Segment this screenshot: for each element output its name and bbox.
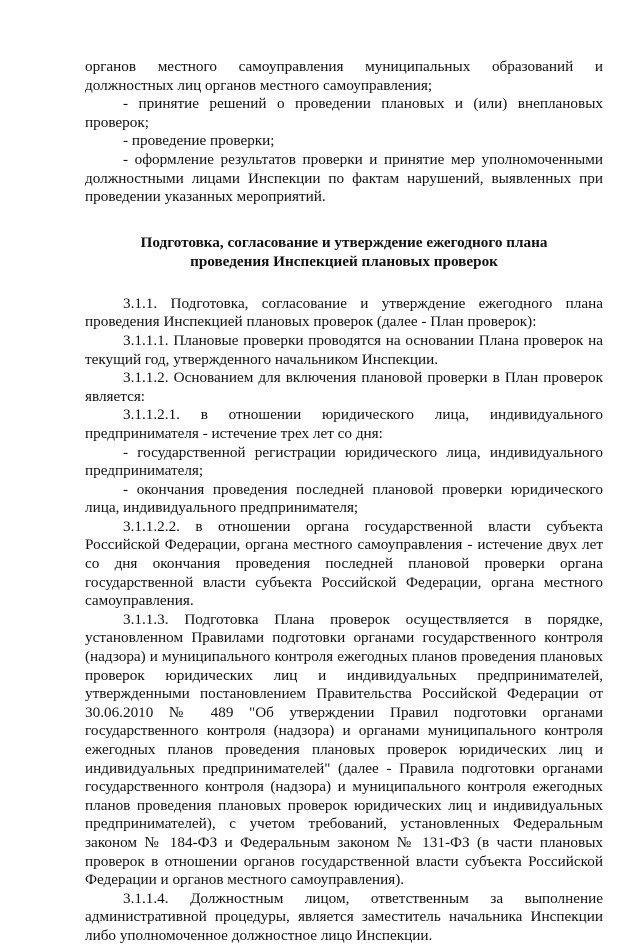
intro-paragraph: - проведение проверки; (123, 132, 275, 150)
section-heading (85, 233, 603, 271)
body-paragraph: 3.1.1.2.2. в отношении органа государственной власти субъекта Российской Федерации, органа местного самоуправления - истечение двух лет со дня окончания проведения последней плановой проверки органа государственной власти субъекта Российской Федерации, органа местного самоуправления. (85, 517, 603, 610)
intro-paragraph: - оформление результатов проверки и принятие мер уполномоченными должностными лицами Инспекции по фактам нарушений, выявленных при проведении указанных мероприятий. (85, 150, 603, 206)
body-paragraph: 3.1.1. Подготовка, согласование и утверждение ежегодного плана проведения Инспекцией плановых проверок (далее - План проверок): (85, 294, 603, 331)
section-heading-line: Подготовка, согласование и утверждение ежегодного плана (140, 233, 548, 251)
body-paragraph: - окончания проведения последней плановой проверки юридического лица, индивидуального предпринимателя; (85, 480, 603, 517)
intro-paragraph: - принятие решений о проведении плановых и (или) внеплановых проверок; (85, 95, 603, 131)
document-page (85, 58, 603, 946)
body-paragraph: 3.1.1.1. Плановые проверки проводятся на основании Плана проверок на текущий год, утвержденного начальником Инспекции. (85, 331, 603, 368)
body-paragraph: 3.1.1.2.1. в отношении юридического лица, индивидуального предпринимателя - истечение трех лет со дня: (85, 406, 603, 442)
body-paragraph: 3.1.1.4. Должностным лицом, ответственным за выполнение административной процедуры, является заместитель начальника Инспекции либо уполномоченное должностное лицо Инспекции. (85, 889, 603, 944)
body-paragraph: 3.1.1.3. Подготовка Плана проверок осуществляется в порядке, установленном Правилами подготовки органами государственного контроля (надзора) и муниципального контроля ежегодных планов проведения плановых проверок юридических лиц и индивидуальных предпринимателей, утвержденными постановлением Правительства Российской Федерации от 30.06.2010 № 489 "Об утверждении Правил подготовки органами государственного контроля (надзора) и органами муниципального контроля ежегодных планов проведения плановых проверок юридических лиц и индивидуальных предпринимателей" (далее - Правила подготовки органами государственного контроля (надзора) и муниципального контроля ежегодных планов проведения плановых проверок юридических лиц и индивидуальных предпринимателей), с учетом требований, установленных Федеральным законом № 184-ФЗ и Федеральным законом № 131-ФЗ (в части плановых проверок в отношении органов государственной власти субъекта Российской Федерации и органов местного самоуправления). (85, 610, 603, 889)
section-heading-line: проведения Инспекцией плановых проверок (190, 252, 498, 270)
intro-paragraph: органов местного самоуправления муниципальных образований и должностных лиц органов местного самоуправления; (85, 58, 603, 94)
body-paragraph: 3.1.1.2. Основанием для включения плановой проверки в План проверок является: (85, 369, 603, 405)
body-paragraph: - государственной регистрации юридического лица, индивидуального предпринимателя; (85, 443, 603, 480)
